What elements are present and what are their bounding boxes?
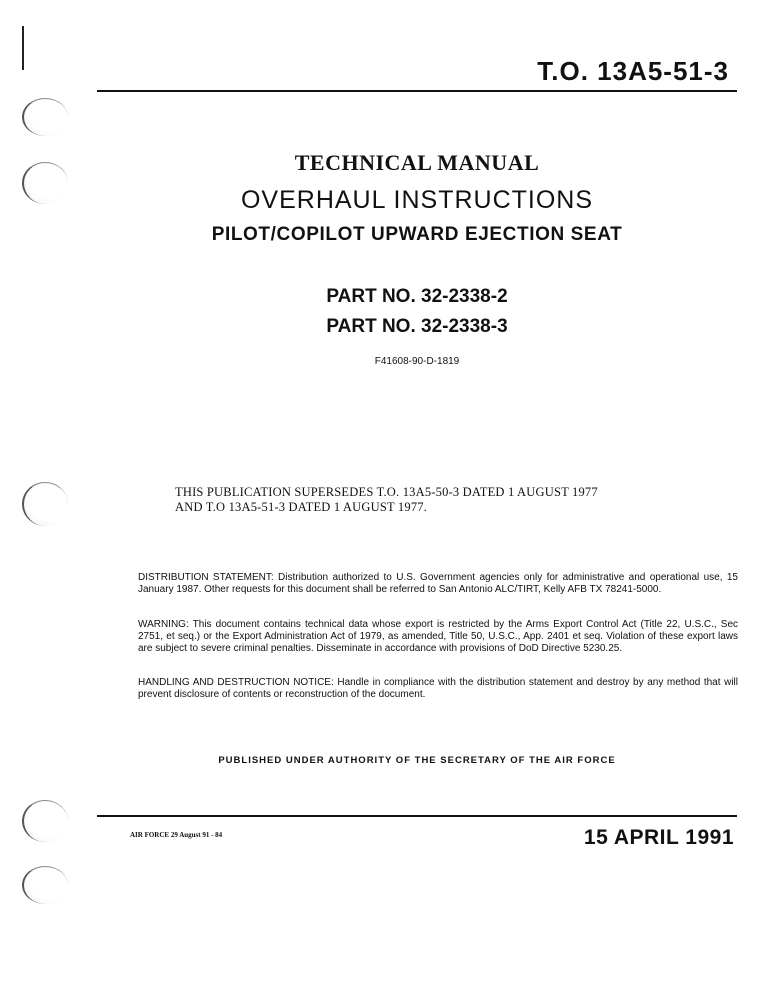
subject-title: PILOT/COPILOT UPWARD EJECTION SEAT [211,224,623,245]
supersedes-line: THIS PUBLICATION SUPERSEDES T.O. 13A5-50-3 DATED 1 AUGUST 1977 [175,485,598,499]
distribution-statement: DISTRIBUTION STATEMENT: Distribution authorized to U.S. Government agencies only for administrative and operational use, 15 January 1987. Other requests for this document shall be referred to San Antonio ALC/TIRT, Kelly AFB TX 78241-5000. [138,572,738,595]
export-warning: WARNING: This document contains technical data whose export is restricted by the Arms Export Control Act (Title 22, U.S.C., Sec 2751, et seq.) or the Export Administration Act of 1979, as amended, Title 50, U.S.C., App. 2401 et seq. Violation of these export laws are subject to severe criminal penalties. Disseminate in accordance with provisions of DoD Directive 5230.25. [138,619,738,654]
binder-hole [22,482,68,526]
footer-rule [97,815,737,817]
supersedes-line: AND T.O 13A5-51-3 DATED 1 AUGUST 1977. [175,500,428,514]
authority-statement: PUBLISHED UNDER AUTHORITY OF THE SECRETARY OF THE AIR FORCE [218,755,616,766]
handling-notice: HANDLING AND DESTRUCTION NOTICE: Handle in compliance with the distribution statement and destroy by any method that will prevent disclosure of contents or reconstruction of the document. [138,677,738,700]
publication-date: 15 APRIL 1991 [583,826,734,849]
binder-hole [22,866,68,904]
to-number: T.O. 13A5-51-3 [537,56,729,86]
supersedes-notice [175,485,675,515]
header-rule [97,90,737,92]
form-id: AIR FORCE 29 August 91 - 84 [130,831,223,839]
page-edge-mark [22,26,24,70]
contract-number: F41608-90-D-1819 [374,356,460,367]
main-title: OVERHAUL INSTRUCTIONS [240,186,594,214]
binder-hole [22,800,68,842]
document-type: TECHNICAL MANUAL [294,150,540,175]
binder-hole [22,98,68,136]
part-number: PART NO. 32-2338-2 [326,286,508,307]
part-number: PART NO. 32-2338-3 [326,316,508,337]
binder-hole [22,162,68,204]
